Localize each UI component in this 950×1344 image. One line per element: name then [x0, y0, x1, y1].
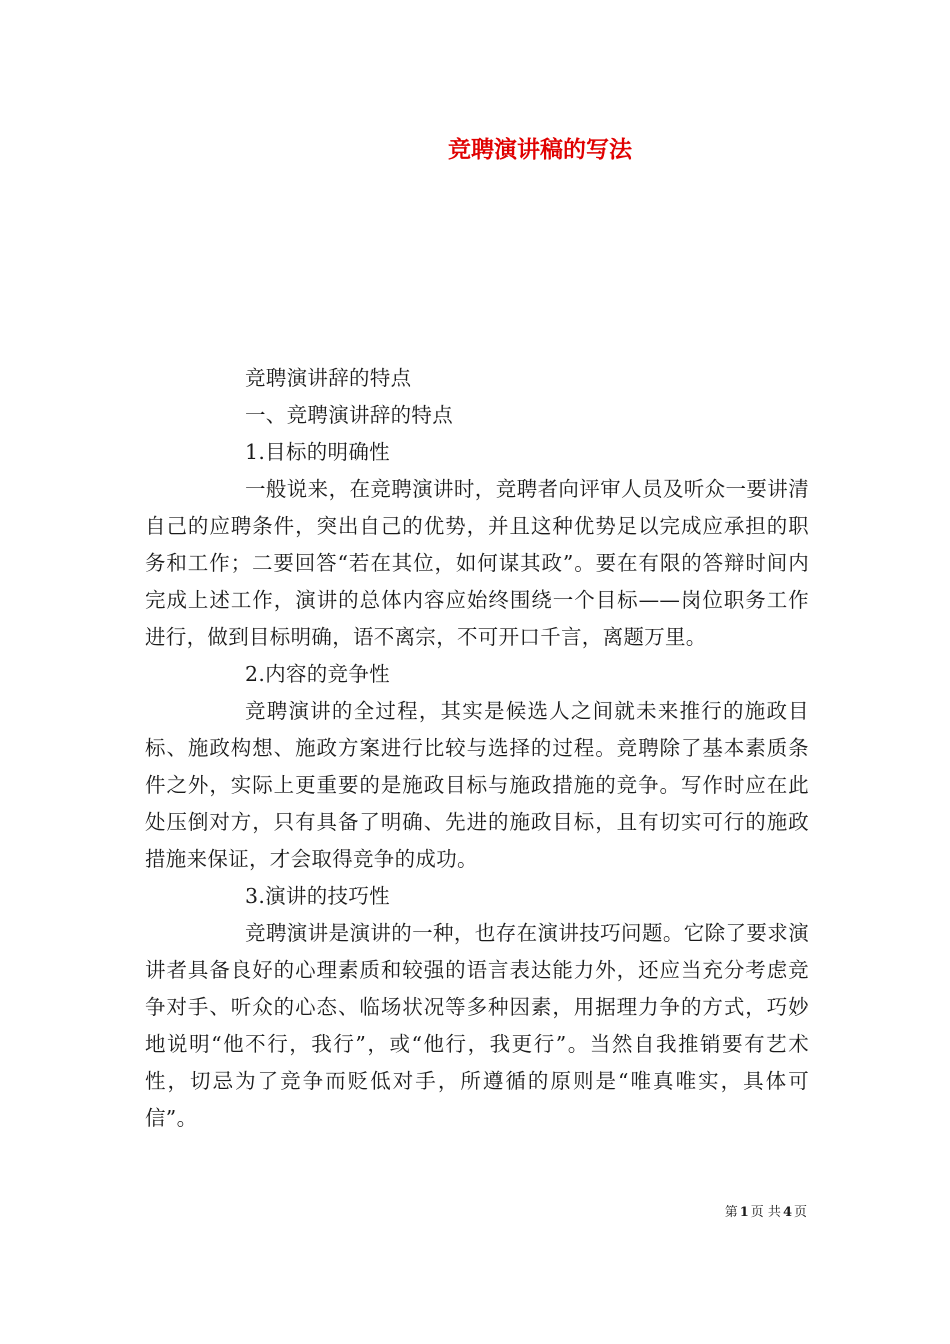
footer-middle: 页 共 [750, 1205, 781, 1220]
subheading-3: 3.演讲的技巧性 [245, 884, 390, 908]
paragraph-1: 一般说来，在竞聘演讲时，竞聘者向评审人员及听众一要讲清自己的应聘条件，突出自己的优势，并且这种优势足以完成应承担的职务和工作；二要回答“若在其位，如何谋其政”。要在有限的答辩时间内完成上述工作，演讲的总体内容应始终围绕一个目标——岗位职务工作进行，做到目标明确，语不离宗，不可开口千言，离题万里。 [145, 477, 809, 649]
page-footer [725, 1203, 807, 1223]
total-pages-number: 4 [782, 1205, 792, 1220]
subheading-2: 2.内容的竞争性 [245, 662, 390, 686]
section-heading-1: 一、竞聘演讲辞的特点 [245, 403, 453, 427]
document-heading: 竞聘演讲辞的特点 [245, 366, 412, 390]
footer-prefix: 第 [724, 1205, 738, 1220]
document-body [145, 360, 809, 1137]
paragraph-2: 竞聘演讲的全过程，其实是候选人之间就未来推行的施政目标、施政构想、施政方案进行比较与选择的过程。竞聘除了基本素质条件之外，实际上更重要的是施政目标与施政措施的竞争。写作时应在此处压倒对方，只有具备了明确、先进的施政目标，且有切实可行的施政措施来保证，才会取得竞争的成功。 [145, 699, 809, 871]
footer-suffix: 页 [793, 1205, 807, 1220]
document-title: 竞聘演讲稿的写法 [448, 136, 632, 163]
subheading-1: 1.目标的明确性 [245, 440, 390, 464]
paragraph-3: 竞聘演讲是演讲的一种，也存在演讲技巧问题。它除了要求演讲者具备良好的心理素质和较强的语言表达能力外，还应当充分考虑竞争对手、听众的心态、临场状况等多种因素，用据理力争的方式，巧妙地说明“他不行，我行”，或“他行，我更行”。当然自我推销要有艺术性，切忌为了竞争而贬低对手，所遵循的原则是“唯真唯实，具体可信”。 [145, 921, 809, 1130]
current-page-number: 1 [739, 1205, 749, 1220]
